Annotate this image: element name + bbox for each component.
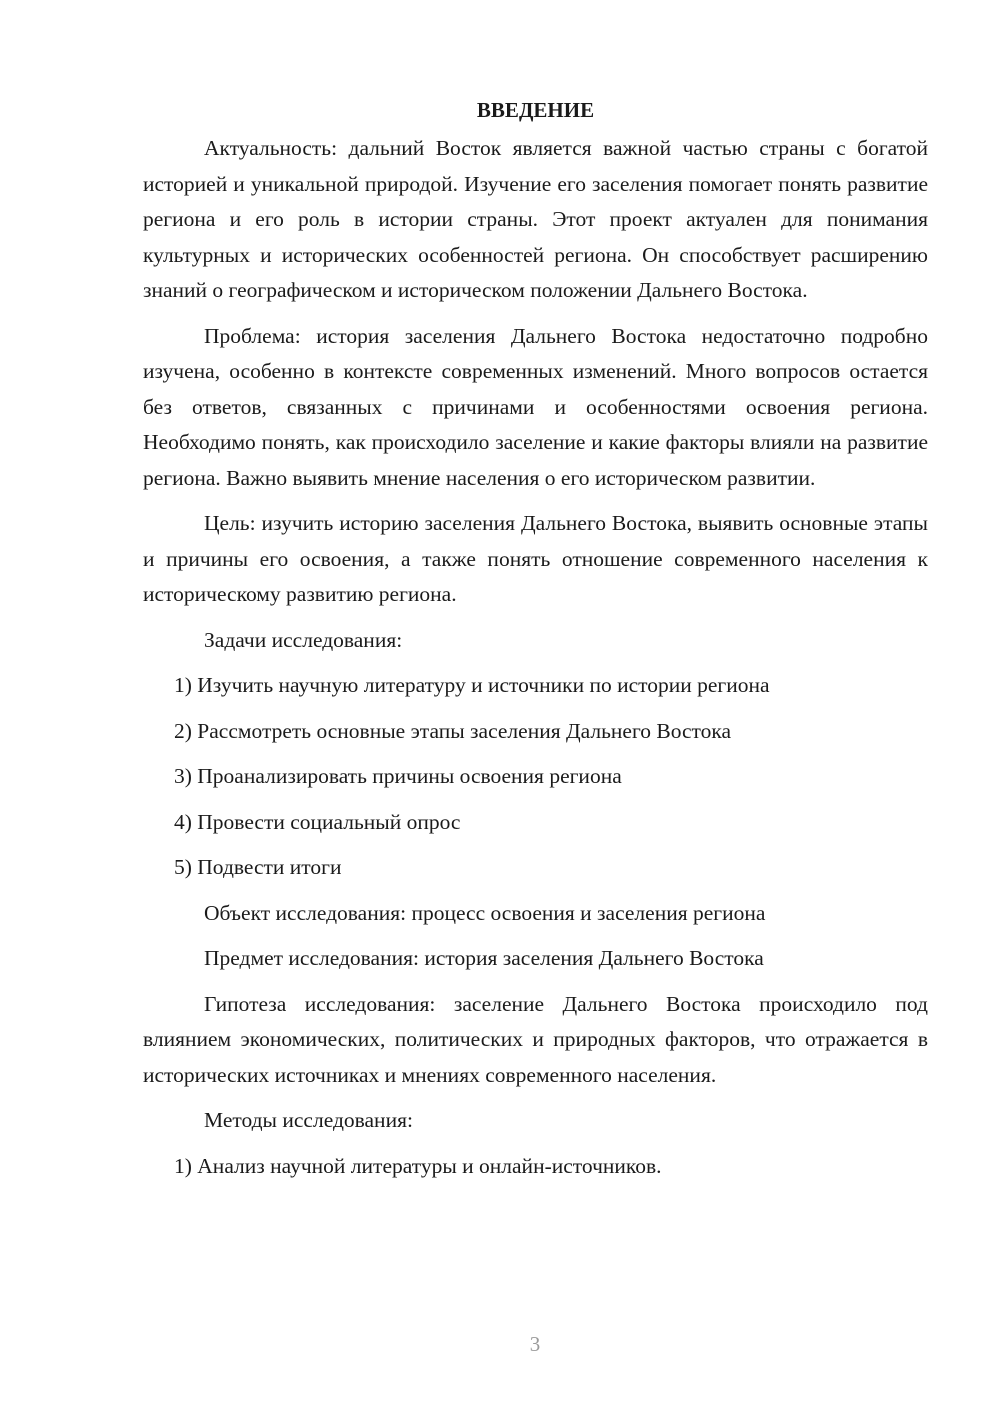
list-item: 2) Рассмотреть основные этапы заселения Дальнего Востока [174, 718, 732, 743]
list-item: 5) Подвести итоги [174, 855, 342, 879]
research-subject: Предмет исследования: история заселения Дальнего Востока [204, 946, 764, 970]
page-number: 3 [529, 1332, 541, 1356]
list-item: 4) Провести социальный опрос [174, 809, 461, 834]
list-item: 1) Анализ научной литературы и онлайн-источников. [174, 1153, 662, 1178]
goal-paragraph: Цель: изучить историю заселения Дальнего Востока, выявить основные этапы и причины его освоения, а также понять отношение современного населения к историческому развитию региона. [143, 511, 928, 606]
hypothesis-paragraph: Гипотеза исследования: заселение Дальнего Востока происходило под влиянием экономических, политических и природных факторов, что отражается в исторических источниках и мнениях современного населения. [143, 991, 928, 1087]
research-object: Объект исследования: процесс освоения и заселения региона [204, 900, 766, 925]
list-item: 1) Изучить научную литературу и источники по истории региона [174, 673, 770, 697]
methods-list [143, 1149, 928, 1185]
document-page [143, 90, 928, 1194]
relevance-paragraph: Актуальность: дальний Восток является важной частью страны с богатой историей и уникальной природой. Изучение его заселения помогает понять развитие региона и его роль в истории страны. Этот проект актуален для понимания культурных и исторических особенностей региона. Он способствует расширению знаний о географическом и историческом положении Дальнего Востока. [143, 136, 928, 302]
tasks-list [143, 668, 928, 886]
tasks-heading: Задачи исследования: [204, 627, 403, 652]
methods-heading: Методы исследования: [204, 1108, 413, 1132]
page-title: ВВЕДЕНИЕ [476, 98, 595, 122]
problem-paragraph: Проблема: история заселения Дальнего Востока недостаточно подробно изучена, особенно в контексте современных изменений. Много вопросов остается без ответов, связанных с причинами и особенностями освоения региона. Необходимо понять, как происходило заселение и какие факторы влияли на развитие региона. Важно выявить мнение населения о его историческом развитии. [143, 323, 928, 490]
list-item: 3) Проанализировать причины освоения региона [174, 764, 622, 788]
